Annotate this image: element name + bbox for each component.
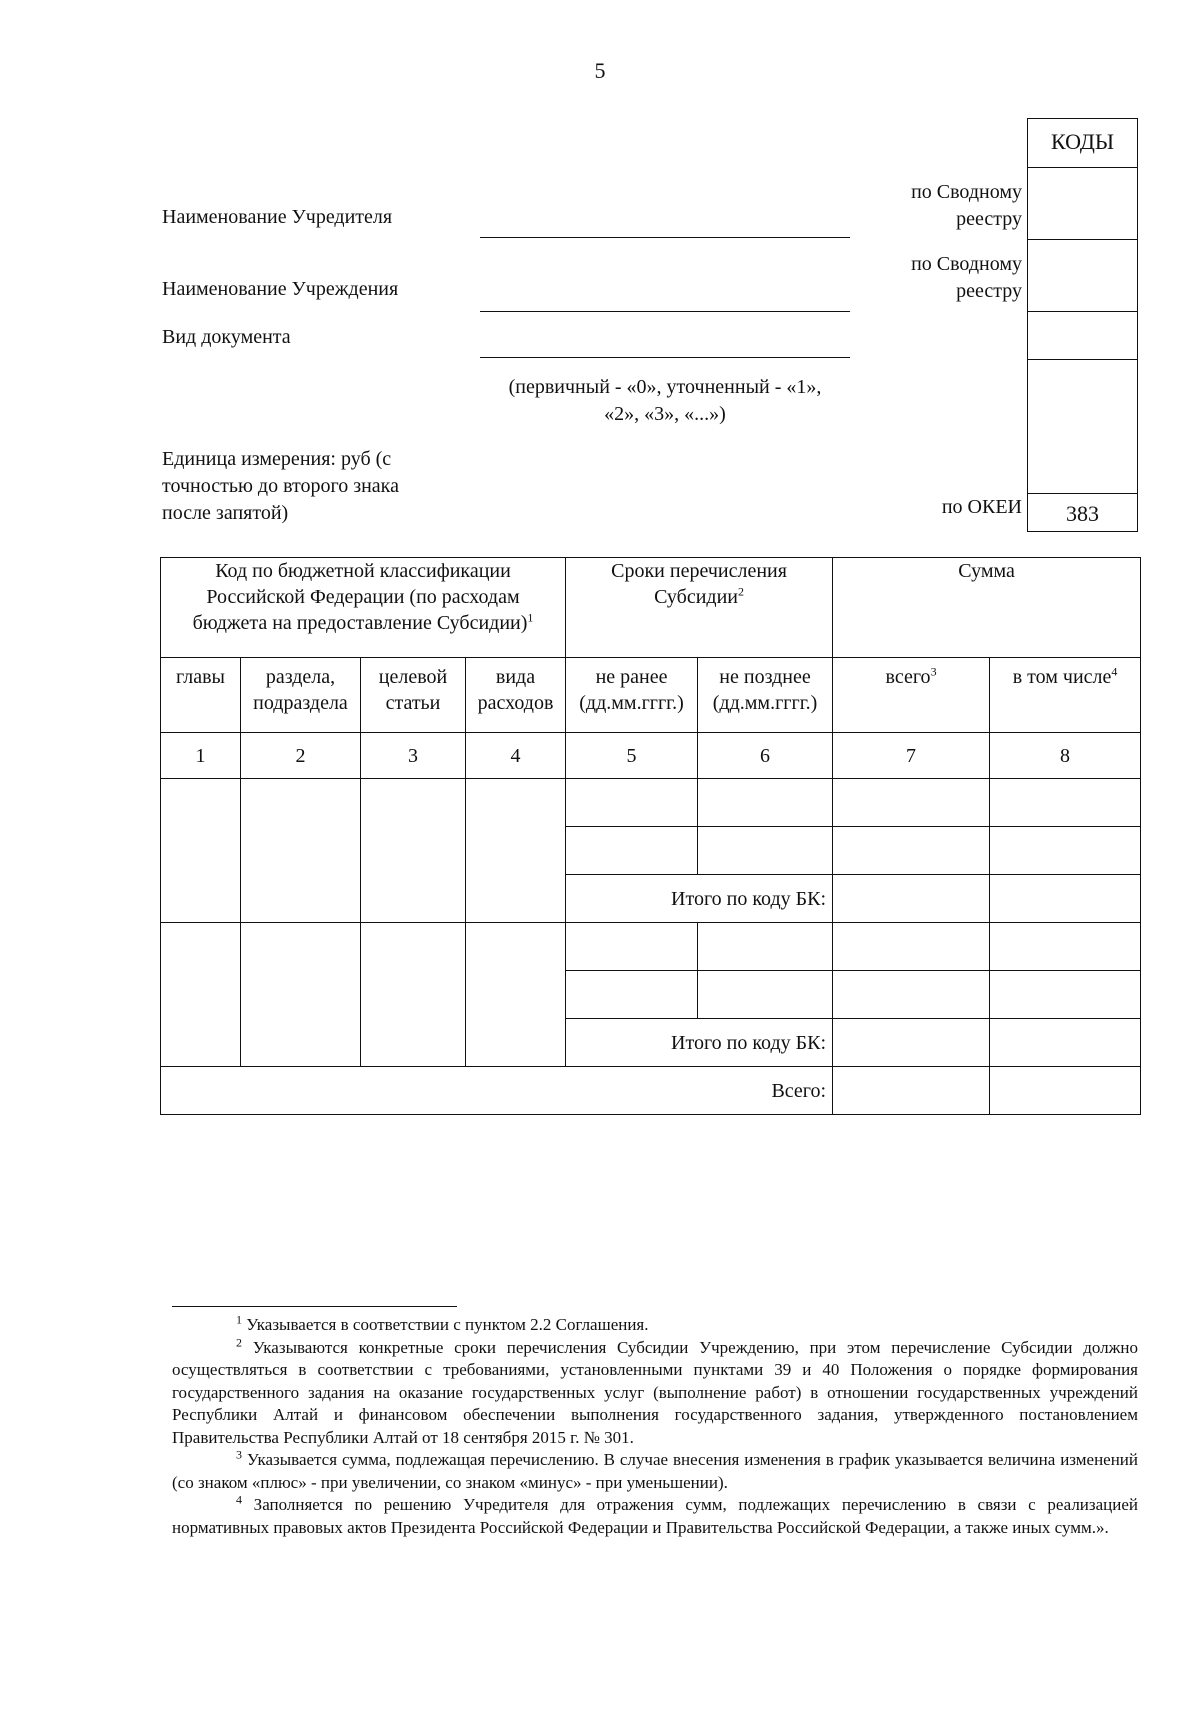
cell-type[interactable] (466, 779, 566, 923)
col-number-7: 7 (833, 733, 990, 779)
table-row (161, 923, 1141, 971)
col-not-before (566, 658, 698, 733)
col-section-line1: раздела, (265, 666, 336, 688)
code-cell-okei[interactable] (1028, 493, 1137, 531)
unit-label-line1: Единица измерения: руб (с (162, 448, 392, 470)
doc-type-hint (480, 374, 850, 428)
cell-section[interactable] (241, 923, 361, 1067)
cell-including[interactable] (990, 827, 1141, 875)
cell-not-before[interactable] (566, 827, 698, 875)
col-number-6: 6 (698, 733, 833, 779)
col-total (833, 658, 990, 733)
header-bk-code-line1: Код по бюджетной классификации (215, 560, 511, 582)
payment-schedule-table (160, 557, 1141, 1115)
col-type (466, 658, 566, 733)
cell-subtotal-including[interactable] (990, 1019, 1141, 1067)
founder-label: Наименование Учредителя (162, 206, 393, 228)
registry-label-2-line2: реестру (956, 280, 1022, 302)
cell-not-before[interactable] (566, 923, 698, 971)
grand-total-label: Всего: (161, 1067, 833, 1115)
footnote-separator (172, 1306, 457, 1307)
footnote-3-text: Указывается сумма, подлежащая перечислению. В случае внесения изменения в график указывается величина изменений (со знаком «плюс» - при увеличении, со знаком «минус» - при уменьшении). (172, 1450, 1139, 1492)
header-sum (833, 558, 1141, 658)
footnote-4-number: 4 (236, 1492, 242, 1507)
subtotal-label-1: Итого по коду БК: (566, 875, 833, 923)
header-terms (566, 558, 833, 658)
col-not-later (698, 658, 833, 733)
col-not-before-line2: (дд.мм.гггг.) (579, 692, 684, 714)
cell-chapter[interactable] (161, 923, 241, 1067)
registry-label-2-line1: по Сводному (911, 253, 1022, 275)
footnote-2-text: Указываются конкретные сроки перечисления Субсидии Учреждению, при этом перечисление Субсидии должно осуществляться в соответствии с требованиями, установленными пунктами 39 и 40 Положения о порядке формирования государственного задания на оказание государственных услуг (выполнение работ) в отношении государственных учреждений Республики Алтай и финансовом обеспечении выполнения государственного задания, утвержденного постановлением Правительства Республики Алтай от 18 сентября 2015 г. № 301. (172, 1337, 1139, 1447)
cell-total[interactable] (833, 779, 990, 827)
header-bk-code (161, 558, 566, 658)
cell-chapter[interactable] (161, 779, 241, 923)
footnote-ref-2: 2 (738, 584, 744, 599)
col-including (990, 658, 1141, 733)
col-type-line1: вида (495, 666, 536, 688)
footnote-2 (172, 1334, 1139, 1450)
institution-label: Наименование Учреждения (162, 278, 399, 300)
header-bk-code-line3: бюджета на предоставление Субсидии) (192, 612, 528, 634)
column-numbers-row (161, 733, 1141, 779)
registry-label-1-line1: по Сводному (911, 181, 1022, 203)
footnote-3-number: 3 (236, 1447, 242, 1462)
col-total-text: всего (885, 666, 931, 688)
footnote-4 (172, 1494, 1138, 1539)
col-target-line1: целевой (378, 666, 448, 688)
table-header-columns-row (161, 658, 1141, 733)
code-cell-registry-1[interactable] (1028, 167, 1137, 240)
cell-not-later[interactable] (698, 971, 833, 1019)
col-number-2: 2 (241, 733, 361, 779)
footnotes (172, 1314, 1138, 1539)
table-row (161, 779, 1141, 827)
institution-name-line[interactable] (480, 311, 850, 312)
code-cell-empty[interactable] (1028, 359, 1137, 494)
col-not-later-line1: не позднее (719, 666, 811, 688)
cell-not-before[interactable] (566, 779, 698, 827)
footnote-ref-4: 4 (1111, 664, 1118, 679)
cell-subtotal-including[interactable] (990, 875, 1141, 923)
grand-total-row (161, 1067, 1141, 1115)
code-cell-doc-type[interactable] (1028, 311, 1137, 360)
doc-type-hint-line2: «2», «3», «...») (604, 403, 726, 425)
footnote-1-number: 1 (236, 1312, 242, 1327)
cell-target[interactable] (361, 923, 466, 1067)
col-number-4: 4 (466, 733, 566, 779)
cell-including[interactable] (990, 971, 1141, 1019)
registry-label-1 (822, 179, 1022, 233)
footnote-3 (172, 1449, 1138, 1494)
table-header-group-row (161, 558, 1141, 658)
registry-label-1-line2: реестру (956, 208, 1022, 230)
doc-type-line[interactable] (480, 357, 850, 358)
footnote-1-text: Указывается в соответствии с пунктом 2.2 Соглашения. (246, 1315, 649, 1334)
cell-subtotal-total[interactable] (833, 875, 990, 923)
subtotal-label-2: Итого по коду БК: (566, 1019, 833, 1067)
code-cell-registry-2[interactable] (1028, 239, 1137, 312)
col-section-line2: подраздела (253, 692, 348, 714)
cell-total[interactable] (833, 827, 990, 875)
col-number-8: 8 (990, 733, 1141, 779)
cell-not-before[interactable] (566, 971, 698, 1019)
cell-grand-total[interactable] (833, 1067, 990, 1115)
codes-title-cell (1028, 119, 1137, 168)
col-number-5: 5 (566, 733, 698, 779)
header-terms-line1: Сроки перечисления (611, 560, 787, 582)
unit-label (162, 446, 482, 527)
codes-box (1027, 118, 1138, 532)
cell-not-later[interactable] (698, 923, 833, 971)
cell-target[interactable] (361, 779, 466, 923)
col-including-text: в том числе (1012, 666, 1112, 688)
col-target (361, 658, 466, 733)
cell-total[interactable] (833, 971, 990, 1019)
cell-not-later[interactable] (698, 827, 833, 875)
unit-label-line3: после запятой) (162, 502, 289, 524)
cell-not-later[interactable] (698, 779, 833, 827)
cell-subtotal-total[interactable] (833, 1019, 990, 1067)
okei-value: 383 (1066, 501, 1099, 526)
col-number-1: 1 (161, 733, 241, 779)
cell-including[interactable] (990, 923, 1141, 971)
cell-grand-including[interactable] (990, 1067, 1141, 1115)
footnote-4-text: Заполняется по решению Учредителя для отражения сумм, подлежащих перечислению в связи с реализацией нормативных правовых актов Президента Российской Федерации и Правительства Российской Федерации, а также иных сумм.». (172, 1495, 1139, 1537)
footnote-1 (172, 1314, 1138, 1337)
doc-type-label: Вид документа (162, 326, 291, 348)
col-chapter (161, 658, 241, 733)
cell-section[interactable] (241, 779, 361, 923)
col-number-3: 3 (361, 733, 466, 779)
doc-type-hint-line1: (первичный - «0», уточненный - «1», (508, 376, 822, 398)
col-chapter-text: главы (176, 666, 225, 688)
page-number: 5 (594, 58, 606, 83)
cell-type[interactable] (466, 923, 566, 1067)
header-terms-line2: Субсидии (654, 586, 738, 608)
founder-name-line[interactable] (480, 237, 850, 238)
cell-including[interactable] (990, 779, 1141, 827)
registry-label-2 (822, 251, 1022, 305)
unit-label-line2: точностью до второго знака (162, 475, 399, 497)
footnote-ref-1: 1 (527, 610, 534, 625)
header-bk-code-line2: Российской Федерации (по расходам (206, 586, 520, 608)
header-sum-text: Сумма (958, 560, 1015, 582)
codes-title: КОДЫ (1050, 129, 1115, 154)
cell-total[interactable] (833, 923, 990, 971)
footnote-2-number: 2 (236, 1334, 242, 1349)
col-not-before-line1: не ранее (595, 666, 668, 688)
col-section (241, 658, 361, 733)
col-type-line2: расходов (477, 692, 554, 714)
col-not-later-line2: (дд.мм.гггг.) (712, 692, 818, 714)
okei-label: по ОКЕИ (941, 496, 1022, 518)
col-target-line2: статьи (385, 692, 441, 714)
footnote-ref-3: 3 (930, 664, 937, 679)
